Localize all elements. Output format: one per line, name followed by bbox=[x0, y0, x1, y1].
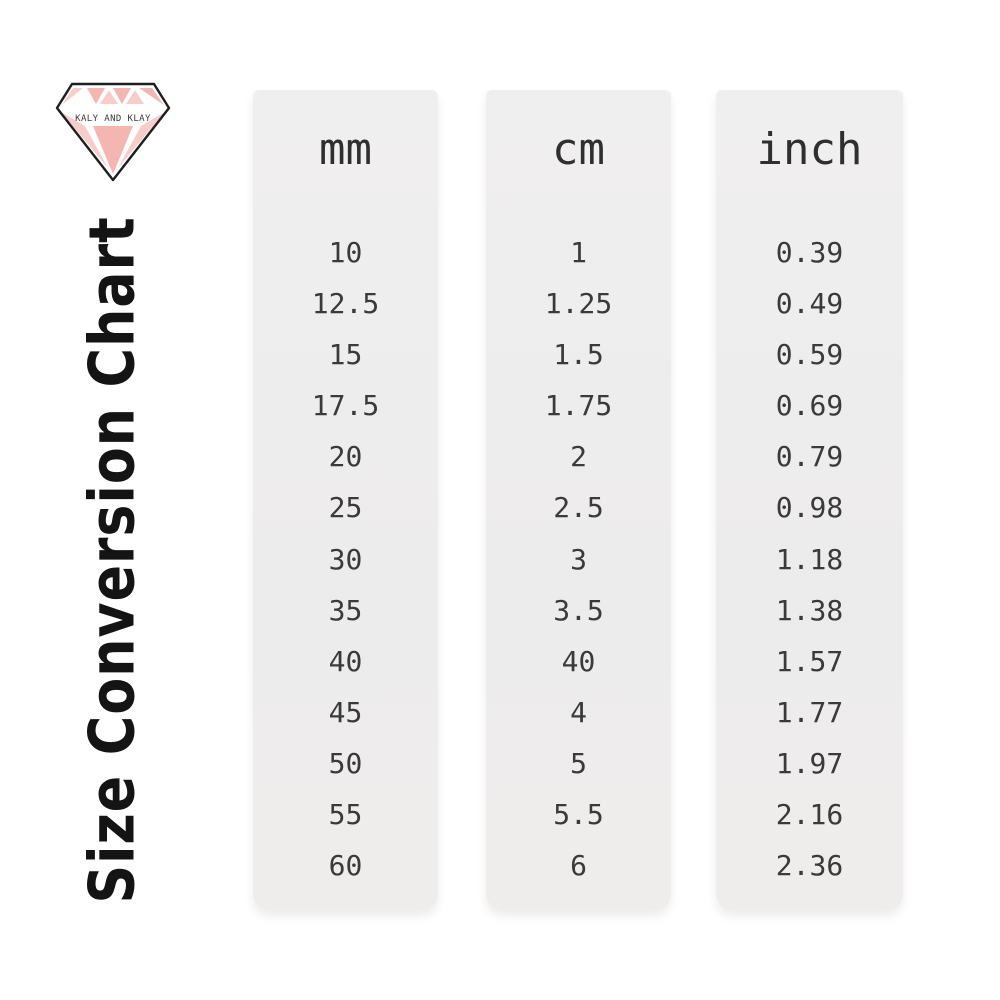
column-header-cm: cm bbox=[552, 124, 605, 175]
table-cell: 10 bbox=[328, 236, 363, 269]
table-cell: 1.97 bbox=[775, 746, 844, 780]
table-cell: 5.5 bbox=[553, 798, 604, 832]
table-cell: 30 bbox=[328, 542, 363, 576]
table-cell: 2.5 bbox=[553, 491, 604, 525]
table-cell: 1.38 bbox=[775, 593, 844, 627]
table-cell: 17.5 bbox=[311, 389, 380, 423]
table-cell: 60 bbox=[328, 849, 363, 883]
brand-diamond-icon bbox=[54, 80, 174, 184]
table-cell: 3 bbox=[570, 542, 587, 576]
table-cell: 0.49 bbox=[775, 287, 844, 321]
table-cell: 1.57 bbox=[775, 644, 844, 678]
column-values-inch bbox=[716, 227, 903, 891]
column-values-cm bbox=[486, 227, 671, 891]
table-cell: 40 bbox=[328, 644, 363, 678]
table-cell: 0.98 bbox=[775, 491, 844, 525]
page-title: Size Conversion Chart bbox=[75, 216, 149, 904]
brand-name: KALY AND KLAY bbox=[75, 114, 151, 124]
table-cell: 4 bbox=[570, 695, 587, 729]
table-cell: 1.75 bbox=[544, 389, 613, 423]
table-cell: 1.77 bbox=[775, 695, 844, 729]
table-cell: 12.5 bbox=[311, 287, 380, 321]
brand-logo bbox=[54, 80, 174, 184]
table-cell: 1.5 bbox=[553, 338, 604, 372]
column-values-mm bbox=[253, 227, 438, 891]
column-header-inch: inch bbox=[756, 124, 863, 175]
table-cell: 55 bbox=[328, 798, 363, 832]
table-cell: 5 bbox=[570, 746, 587, 780]
table-cell: 3.5 bbox=[553, 593, 604, 627]
table-cell: 25 bbox=[328, 491, 363, 525]
table-cell: 20 bbox=[328, 440, 363, 474]
table-cell: 1 bbox=[570, 236, 587, 269]
table-cell: 0.39 bbox=[775, 236, 844, 269]
column-mm bbox=[253, 90, 438, 910]
table-cell: 2.36 bbox=[775, 849, 844, 883]
table-cell: 45 bbox=[328, 695, 363, 729]
table-cell: 40 bbox=[561, 644, 596, 678]
table-cell: 0.69 bbox=[775, 389, 844, 423]
table-cell: 2.16 bbox=[775, 798, 844, 832]
table-cell: 50 bbox=[328, 746, 363, 780]
table-cell: 2 bbox=[570, 440, 587, 474]
column-header-mm: mm bbox=[319, 124, 372, 175]
table-cell: 15 bbox=[328, 338, 363, 372]
column-inch bbox=[716, 90, 903, 910]
table-cell: 1.25 bbox=[544, 287, 613, 321]
table-cell: 1.18 bbox=[775, 542, 844, 576]
table-cell: 35 bbox=[328, 593, 363, 627]
table-cell: 0.79 bbox=[775, 440, 844, 474]
table-cell: 6 bbox=[570, 849, 587, 883]
column-cm bbox=[486, 90, 671, 910]
table-cell: 0.59 bbox=[775, 338, 844, 372]
